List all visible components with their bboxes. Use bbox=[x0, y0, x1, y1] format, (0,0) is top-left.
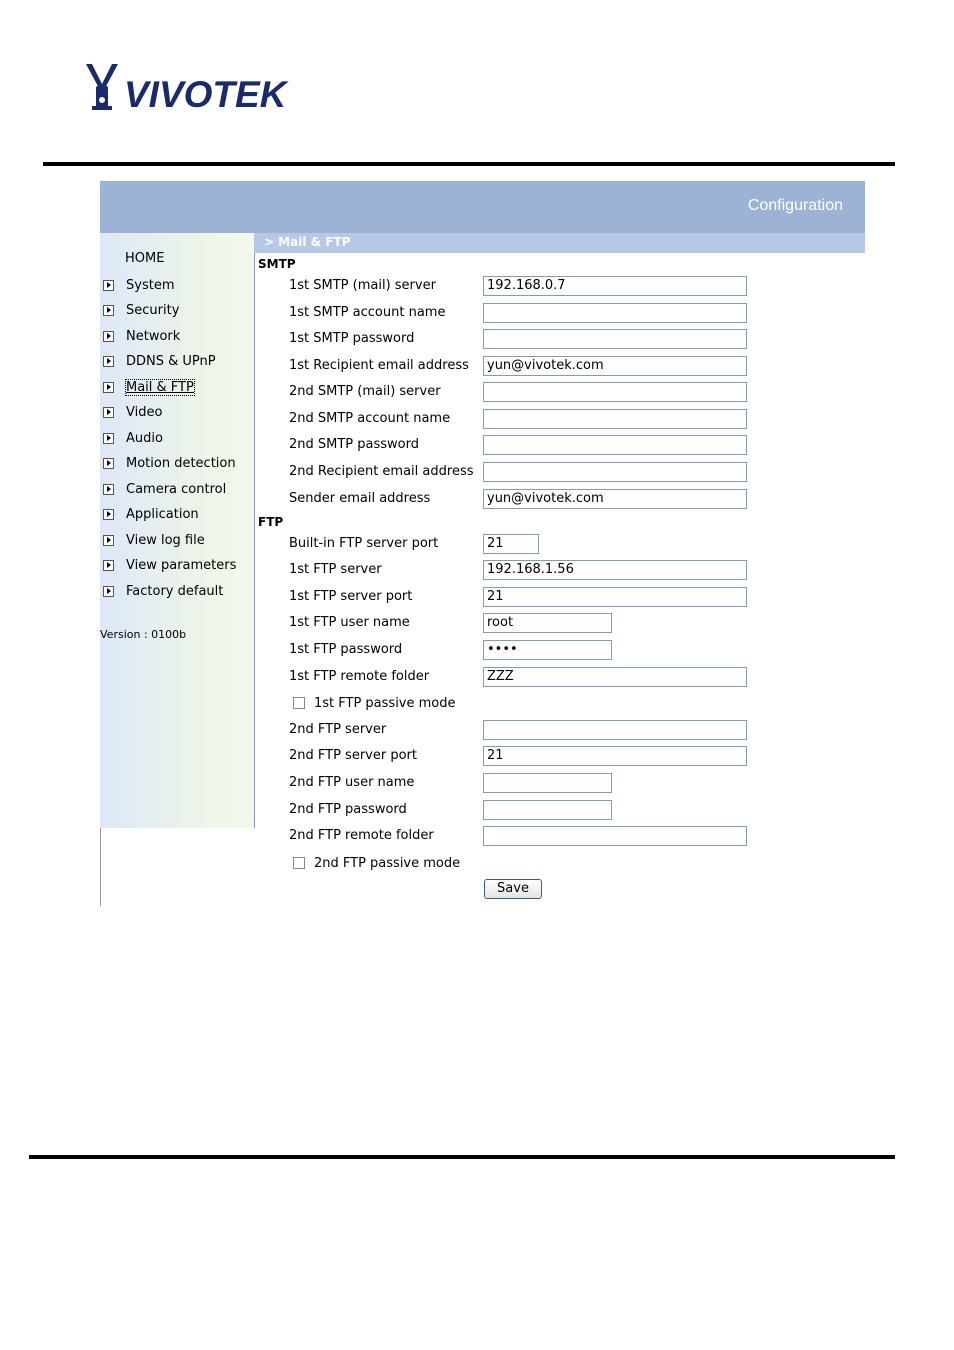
arrow-right-icon bbox=[103, 305, 114, 316]
recipient1-email-label: 1st Recipient email address bbox=[289, 358, 469, 373]
sidebar-item-label: Network bbox=[126, 328, 181, 344]
ftp1-server-input[interactable]: 192.168.1.56 bbox=[483, 560, 747, 580]
recipient2-email-label: 2nd Recipient email address bbox=[289, 464, 474, 479]
ftp2-port-row bbox=[289, 746, 749, 766]
ftp2-folder-input[interactable] bbox=[483, 826, 747, 846]
save-button[interactable]: Save bbox=[484, 879, 542, 899]
ftp1-passive-mode bbox=[293, 693, 456, 713]
sidebar-item-label: View log file bbox=[126, 532, 205, 548]
smtp2-account-label: 2nd SMTP account name bbox=[289, 411, 451, 426]
ftp1-user-input[interactable]: root bbox=[483, 613, 612, 633]
smtp2-account-row bbox=[289, 409, 749, 429]
ftp2-server-label: 2nd FTP server bbox=[289, 722, 387, 737]
ftp2-folder-label: 2nd FTP remote folder bbox=[289, 828, 434, 843]
sidebar-item-motion-detection[interactable] bbox=[103, 453, 236, 473]
ftp2-server-row bbox=[289, 720, 749, 740]
sidebar-item-camera-control[interactable] bbox=[103, 479, 226, 499]
ftp2-port-input[interactable]: 21 bbox=[483, 746, 747, 766]
ftp1-port-label: 1st FTP server port bbox=[289, 589, 413, 604]
ftp1-passive-label: 1st FTP passive mode bbox=[314, 695, 456, 711]
ftp1-password-label: 1st FTP password bbox=[289, 642, 403, 657]
ftp2-passive-mode bbox=[293, 853, 460, 873]
sidebar-item-mail-ftp[interactable] bbox=[103, 377, 194, 397]
sidebar-item-home[interactable]: HOME bbox=[125, 251, 165, 266]
sidebar-item-label: Factory default bbox=[126, 583, 224, 599]
ftp2-port-label: 2nd FTP server port bbox=[289, 748, 417, 763]
ftp1-server-label: 1st FTP server bbox=[289, 562, 382, 577]
breadcrumb-text: > Mail & FTP bbox=[264, 235, 351, 249]
sidebar-item-label: Application bbox=[126, 506, 199, 522]
arrow-right-icon bbox=[103, 331, 114, 342]
smtp1-password-input[interactable] bbox=[483, 329, 747, 349]
sidebar-item-label: Audio bbox=[126, 430, 163, 446]
sender-email-row bbox=[289, 489, 749, 509]
builtin-ftp-port-row bbox=[289, 534, 749, 554]
ftp1-folder-row bbox=[289, 667, 749, 687]
smtp1-server-row bbox=[289, 276, 749, 296]
sidebar-item-label: View parameters bbox=[126, 557, 237, 573]
sidebar-item-security[interactable] bbox=[103, 300, 179, 320]
config-banner bbox=[100, 181, 865, 233]
sidebar bbox=[100, 233, 255, 828]
sidebar-divider bbox=[100, 828, 101, 906]
sidebar-item-label: Security bbox=[126, 302, 180, 318]
smtp2-account-input[interactable] bbox=[483, 409, 747, 429]
sidebar-item-label: Motion detection bbox=[126, 455, 236, 471]
smtp1-account-row bbox=[289, 303, 749, 323]
ftp1-passive-checkbox[interactable] bbox=[293, 697, 305, 709]
smtp1-server-label: 1st SMTP (mail) server bbox=[289, 278, 436, 293]
sidebar-item-label: Video bbox=[126, 404, 163, 420]
arrow-right-icon bbox=[103, 280, 114, 291]
arrow-right-icon bbox=[103, 458, 114, 469]
recipient2-email-row bbox=[289, 462, 749, 482]
arrow-right-icon bbox=[103, 484, 114, 495]
smtp1-account-input[interactable] bbox=[483, 303, 747, 323]
ftp1-port-row bbox=[289, 587, 749, 607]
arrow-right-icon bbox=[103, 586, 114, 597]
arrow-right-icon bbox=[103, 356, 114, 367]
recipient1-email-row bbox=[289, 356, 749, 376]
bottom-divider bbox=[29, 1155, 895, 1159]
smtp2-server-row bbox=[289, 382, 749, 402]
smtp2-password-label: 2nd SMTP password bbox=[289, 437, 419, 452]
ftp1-password-input[interactable]: •••• bbox=[483, 640, 612, 660]
ftp2-password-row bbox=[289, 800, 749, 820]
sidebar-item-network[interactable] bbox=[103, 326, 180, 346]
logo-wordmark: VIVOTEK bbox=[124, 74, 287, 112]
smtp1-account-label: 1st SMTP account name bbox=[289, 305, 446, 320]
sidebar-item-label: System bbox=[126, 277, 175, 293]
builtin-ftp-port-input[interactable]: 21 bbox=[483, 534, 539, 554]
ftp2-server-input[interactable] bbox=[483, 720, 747, 740]
smtp1-password-label: 1st SMTP password bbox=[289, 331, 415, 346]
ftp2-password-input[interactable] bbox=[483, 800, 612, 820]
arrow-right-icon bbox=[103, 382, 114, 393]
builtin-ftp-port-label: Built-in FTP server port bbox=[289, 536, 439, 551]
arrow-right-icon bbox=[103, 560, 114, 571]
sidebar-item-label: Mail & FTP bbox=[126, 379, 194, 395]
version-text: Version : 0100b bbox=[100, 628, 187, 641]
smtp2-password-input[interactable] bbox=[483, 435, 747, 455]
ftp1-folder-label: 1st FTP remote folder bbox=[289, 669, 430, 684]
sidebar-item-application[interactable] bbox=[103, 504, 199, 524]
sidebar-item-system[interactable] bbox=[103, 275, 174, 295]
ftp2-passive-label: 2nd FTP passive mode bbox=[314, 855, 461, 871]
arrow-right-icon bbox=[103, 509, 114, 520]
breadcrumb bbox=[254, 233, 865, 253]
smtp2-server-label: 2nd SMTP (mail) server bbox=[289, 384, 441, 399]
recipient2-email-input[interactable] bbox=[483, 462, 747, 482]
smtp1-password-row bbox=[289, 329, 749, 349]
arrow-right-icon bbox=[103, 535, 114, 546]
ftp2-user-input[interactable] bbox=[483, 773, 612, 793]
sidebar-item-label: Camera control bbox=[126, 481, 227, 497]
smtp-heading: SMTP bbox=[258, 257, 296, 271]
vivotek-logo bbox=[86, 60, 296, 112]
sidebar-item-audio[interactable] bbox=[103, 428, 163, 448]
arrow-right-icon bbox=[103, 433, 114, 444]
ftp2-user-row bbox=[289, 773, 749, 793]
sidebar-item-ddns-upnp[interactable] bbox=[103, 351, 216, 371]
smtp1-server-input[interactable]: 192.168.0.7 bbox=[483, 276, 747, 296]
ftp1-folder-input[interactable]: ZZZ bbox=[483, 667, 747, 687]
ftp1-server-row bbox=[289, 560, 749, 580]
ftp1-user-row bbox=[289, 613, 749, 633]
sender-email-label: Sender email address bbox=[289, 491, 431, 506]
arrow-right-icon bbox=[103, 407, 114, 418]
ftp2-passive-checkbox[interactable] bbox=[293, 857, 305, 869]
ftp2-user-label: 2nd FTP user name bbox=[289, 775, 415, 790]
ftp2-password-label: 2nd FTP password bbox=[289, 802, 407, 817]
smtp2-server-input[interactable] bbox=[483, 382, 747, 402]
smtp2-password-row bbox=[289, 435, 749, 455]
page-title: Configuration bbox=[747, 197, 843, 214]
sidebar-item-factory-default[interactable] bbox=[103, 581, 223, 601]
ftp1-password-row bbox=[289, 640, 749, 660]
ftp2-folder-row bbox=[289, 826, 749, 846]
ftp1-user-label: 1st FTP user name bbox=[289, 615, 410, 630]
top-divider bbox=[43, 162, 895, 166]
recipient1-email-input[interactable]: yun@vivotek.com bbox=[483, 356, 747, 376]
ftp-heading: FTP bbox=[258, 515, 284, 529]
sender-email-input[interactable]: yun@vivotek.com bbox=[483, 489, 747, 509]
sidebar-item-view-log-file[interactable] bbox=[103, 530, 205, 550]
sidebar-item-label: DDNS & UPnP bbox=[126, 353, 216, 369]
ftp1-port-input[interactable]: 21 bbox=[483, 587, 747, 607]
sidebar-item-video[interactable] bbox=[103, 402, 162, 422]
sidebar-item-view-parameters[interactable] bbox=[103, 555, 236, 575]
